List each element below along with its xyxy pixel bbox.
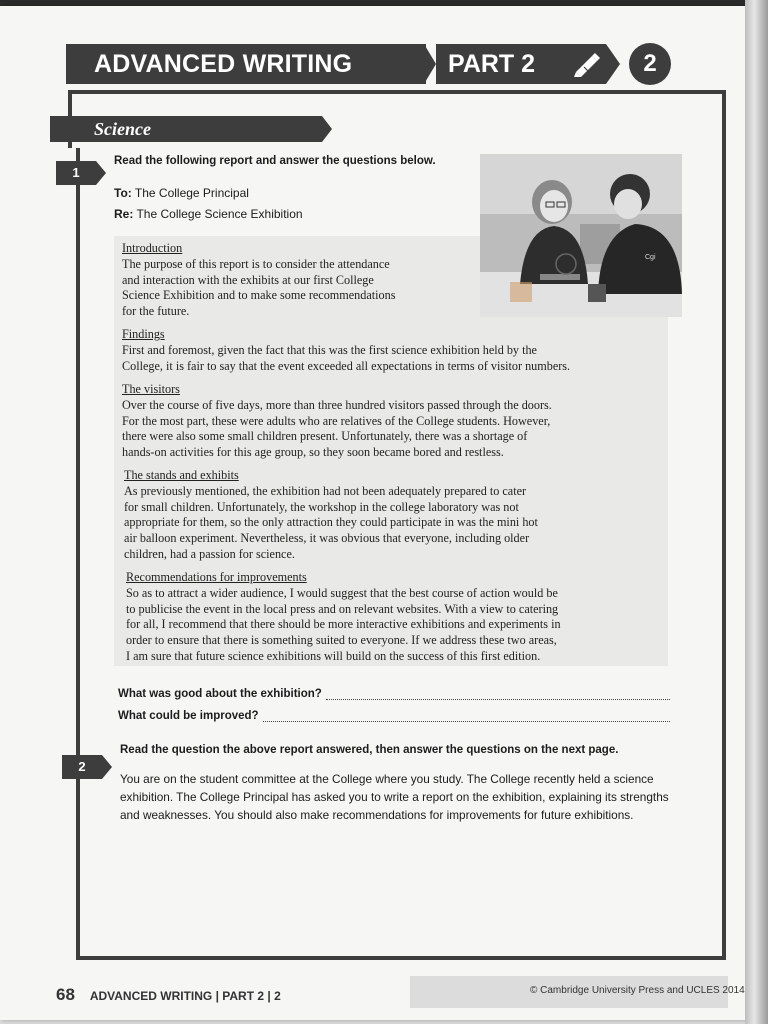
footer-running-head (56, 985, 281, 1005)
frame-border (68, 90, 724, 94)
report-line: order to ensure that there is something suited to everyone. If we address these two areas, (126, 633, 557, 648)
frame-border (76, 956, 726, 960)
report-line: children, had a passion for science. (124, 546, 295, 561)
frame-border (76, 148, 80, 960)
report-line: to publicise the event in the local press and on relevant websites. With a view to catering (126, 601, 559, 616)
frame-border (722, 90, 726, 960)
report-line: hands-on activities for this age group, so they soon became bored and restless. (122, 445, 504, 460)
report-line: The purpose of this report is to consider the attendance (122, 256, 390, 271)
report-heading: Recommendations for improvements (126, 570, 307, 584)
report-line: College, it is fair to say that the event exceeded all expectations in terms of visitor numbers. (122, 358, 571, 373)
task-marker-2: 2 (62, 755, 102, 779)
question-good (118, 688, 670, 700)
report-heading: Introduction (122, 241, 183, 255)
report-introduction (122, 241, 395, 320)
header-title: ADVANCED WRITING (66, 44, 426, 84)
task2-instruction: Read the question the above report answered, then answer the questions on the next page. (120, 744, 619, 756)
report-line: For the most part, these were adults who are relatives of the College students. However, (122, 413, 551, 428)
report-heading: The stands and exhibits (124, 468, 239, 482)
pen-icon (572, 50, 602, 78)
footer-title: ADVANCED WRITING | PART 2 | 2 (89, 989, 281, 1003)
copyright: © Cambridge University Press and UCLES 2014 (530, 985, 745, 996)
report-line: and interaction with the exhibits at our first College (122, 272, 374, 287)
task2-body: You are on the student committee at the College where you study. The College recently held a science exhibition. The College Principal has asked you to write a report on the exhibition, explaining its strengths and weaknesses. You should also make recommendations for improvements for future exhibitions. (120, 772, 669, 823)
page-number: 68 (56, 985, 75, 1004)
report-line: for the future. (122, 304, 190, 319)
header-arrow (424, 44, 436, 84)
header-arrow (606, 44, 620, 84)
answer-line[interactable] (263, 711, 670, 722)
report-recommendations (126, 570, 561, 665)
memo-to (114, 186, 249, 200)
memo-re-label: Re: (114, 207, 134, 221)
svg-text:Cgi: Cgi (645, 254, 656, 261)
report-heading: The visitors (122, 382, 180, 396)
report-line: for all, I recommend that there should be more interactive exhibitions and experiments in (126, 617, 561, 632)
students-photo (480, 154, 682, 317)
report-stands (124, 468, 538, 563)
memo-to-value: The College Principal (134, 186, 249, 200)
question-text: What could be improved? (118, 710, 259, 722)
report-line: there were also some small children present. Unfortunately, there was a shortage of (122, 429, 528, 444)
report-line: Science Exhibition and to make some recommendations (122, 288, 396, 303)
report-visitors (122, 382, 552, 461)
report-findings (122, 327, 570, 374)
report-line: appropriate for them, so the only attraction they could participate in was the mini hot (124, 515, 538, 530)
task1-instruction: Read the following report and answer the questions below. (114, 155, 436, 167)
report-line: Over the course of five days, more than three hundred visitors passed through the doors. (122, 397, 552, 412)
question-improve (118, 710, 670, 722)
header-part: PART 2 (436, 44, 606, 84)
report-line: So as to attract a wider audience, I would suggest that the best course of action would be (126, 585, 558, 600)
question-text: What was good about the exhibition? (118, 688, 322, 700)
memo-to-label: To: (114, 186, 132, 200)
report-line: As previously mentioned, the exhibition had not been adequately prepared to cater (124, 483, 527, 498)
section-title: Science (50, 116, 322, 142)
memo-re (114, 207, 303, 221)
report-line: First and foremost, given the fact that this was the first science exhibition held by the (122, 342, 537, 357)
report-line: I am sure that future science exhibitions will build on the success of this first edition. (126, 648, 541, 663)
section-tab-arrow (322, 116, 332, 142)
unit-number-badge: 2 (629, 43, 671, 85)
report-line: air balloon experiment. Nevertheless, it was obvious that everyone, including older (124, 531, 530, 546)
answer-line[interactable] (326, 689, 670, 700)
memo-re-value: The College Science Exhibition (136, 207, 303, 221)
report-heading: Findings (122, 327, 165, 341)
book-spine (745, 0, 768, 1024)
report-line: for small children. Unfortunately, the workshop in the college laboratory was not (124, 499, 519, 514)
task-marker-1: 1 (56, 161, 96, 185)
